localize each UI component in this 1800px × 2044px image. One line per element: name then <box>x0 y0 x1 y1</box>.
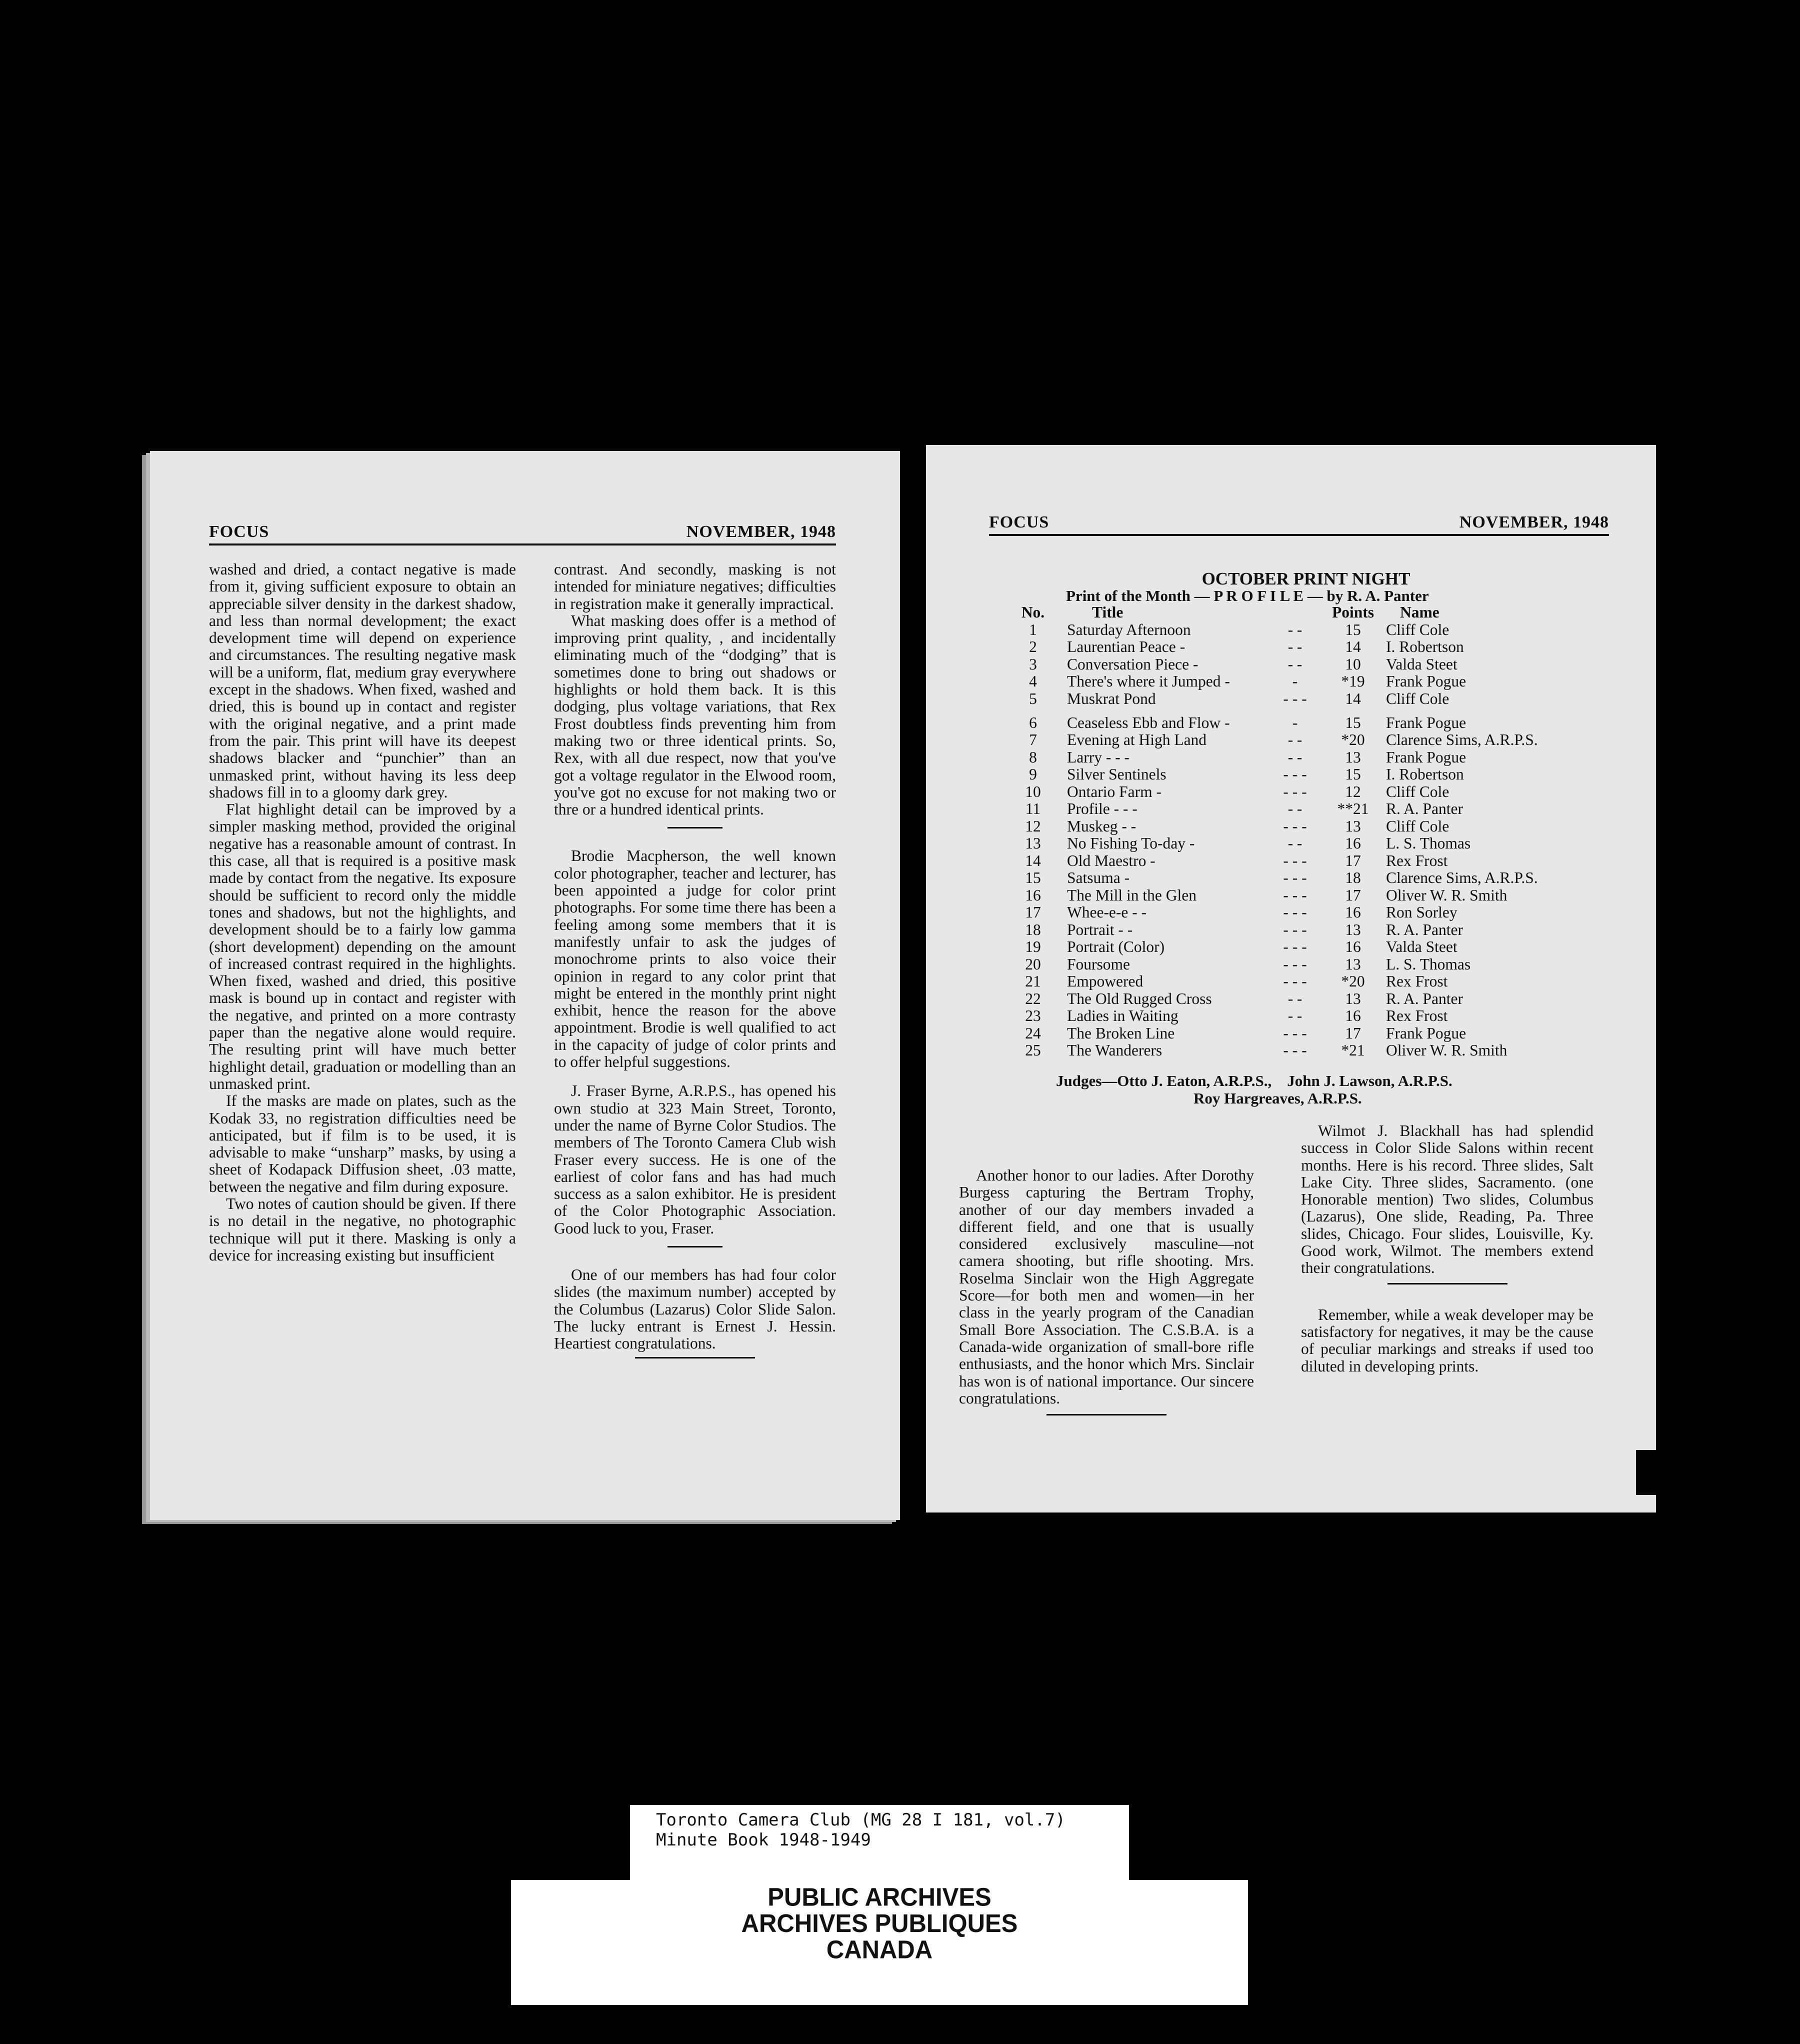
table-header <box>1009 604 1538 622</box>
entry-name: Cliff Cole <box>1386 620 1450 638</box>
print-of-the-month: Print of the Month — P R O F I L E — by R. A. Panter <box>1066 587 1429 604</box>
judges-line: Judges—Otto J. Eaton, A.R.P.S., John J. Lawson, A.R.P.S. <box>1056 1072 1452 1090</box>
entry-number: 14 <box>1025 852 1041 870</box>
entry-name: Clarence Sims, A.R.P.S. <box>1386 731 1538 748</box>
table-row <box>1009 870 1538 887</box>
entry-number: 21 <box>1025 972 1041 990</box>
entry-number: 23 <box>1025 1007 1041 1024</box>
entry-leader-dashes: - - <box>1288 731 1302 748</box>
entry-leader-dashes: - - - <box>1283 690 1307 708</box>
entry-title: Conversation Piece - <box>1067 655 1198 673</box>
entry-name: Rex Frost <box>1386 852 1448 870</box>
table-row <box>1009 800 1538 818</box>
entry-points: 16 <box>1345 938 1361 956</box>
paragraph: J. Fraser Byrne, A.R.P.S., has opened his own studio at 323 Main Street, Toronto, under the name of Byrne Color Studios. The members of The Toronto Camera Club wish Fraser every success. He is one of the earliest of color fans and has had much success as a salon exhibitor. He is president of the Color Photographic Association. Good luck to you, Fraser. <box>554 1082 836 1237</box>
entry-title: Muskeg - - <box>1067 817 1136 835</box>
table-row <box>1009 749 1538 766</box>
entry-leader-dashes: - - <box>1288 990 1302 1008</box>
entry-title: No Fishing To-day - <box>1067 834 1195 852</box>
entry-points: 16 <box>1345 1007 1361 1024</box>
entry-title: The Broken Line <box>1067 1024 1175 1042</box>
entry-name: Oliver W. R. Smith <box>1386 886 1508 904</box>
entry-name: Rex Frost <box>1386 972 1448 990</box>
table-row <box>1009 1025 1538 1042</box>
blackhall-article <box>1301 1122 1594 1375</box>
entry-title: Empowered <box>1067 972 1144 990</box>
entry-leader-dashes: - - <box>1288 748 1302 766</box>
table-row <box>1009 852 1538 870</box>
entry-name: R. A. Panter <box>1386 920 1463 938</box>
entry-number: 10 <box>1025 782 1041 800</box>
entry-name: L. S. Thomas <box>1386 955 1471 973</box>
entry-name: Frank Pogue <box>1386 714 1466 732</box>
left-page <box>150 451 900 1520</box>
paragraph: One of our members has had four color slides (the maximum number) accepted by the Columbus (Lazarus) Color Slide Salon. The lucky entrant is Ernest J. Hessin. Heartiest congratulations. <box>554 1266 836 1352</box>
entry-leader-dashes: - - <box>1288 1007 1302 1024</box>
separator-rule <box>635 1357 755 1358</box>
entry-title: Silver Sentinels <box>1067 766 1166 783</box>
entry-points: 13 <box>1345 920 1361 938</box>
paragraph: Brodie Macpherson, the well known color photographer, teacher and lecturer, has been appointed a judge for color print photographs. For some time there has been a feeling among some members that it is manifestly unfair to ask the judges of monochrome prints to also voice their opinion in regard to any color print that might be entered in the monthly print night exhibit, hence the reason for the above appointment. Brodie is well qualified to act in the capacity of judge of color prints and to offer helpful suggestions. <box>554 847 836 1071</box>
entry-title: Saturday Afternoon <box>1067 620 1191 638</box>
column-header-name: Name <box>1400 604 1440 621</box>
entry-name: Frank Pogue <box>1386 672 1466 690</box>
table-row <box>1009 973 1538 990</box>
reference-line: Toronto Camera Club (MG 28 I 181, vol.7) <box>656 1810 1066 1830</box>
entry-number: 3 <box>1029 655 1037 673</box>
entry-points: 17 <box>1345 1024 1361 1042</box>
entry-points: 18 <box>1345 869 1361 886</box>
table-row <box>1009 732 1538 749</box>
entry-points: **21 <box>1337 800 1369 818</box>
entry-title: Ontario Farm - <box>1067 782 1162 800</box>
entry-name: I. Robertson <box>1386 638 1464 656</box>
entry-points: *20 <box>1341 972 1365 990</box>
entry-title: Old Maestro - <box>1067 852 1156 870</box>
table-row <box>1009 922 1538 939</box>
table-row <box>1009 904 1538 922</box>
entry-leader-dashes: - - - <box>1283 766 1307 783</box>
table-row <box>1009 1008 1538 1025</box>
entry-name: Oliver W. R. Smith <box>1386 1042 1508 1059</box>
table-row <box>1009 708 1538 732</box>
entry-leader-dashes: - - - <box>1283 1042 1307 1059</box>
paragraph: Wilmot J. Blackhall has had splendid success in Color Slide Salons within recent months. Here is his record. Three slides, Salt Lake City. Three slides, Sacramento. (one Honorable mention) Two slides, Columbus (Lazarus), One slide, Reading, Pa. Three slides, Chicago. Four slides, Louisville, Ky. Good work, Wilmot. The members extend their congratulations. <box>1301 1122 1594 1277</box>
entry-points: *20 <box>1341 731 1365 748</box>
entry-leader-dashes: - - - <box>1283 869 1307 886</box>
table-row <box>1009 656 1538 674</box>
entry-name: I. Robertson <box>1386 766 1464 783</box>
entry-name: Frank Pogue <box>1386 1024 1466 1042</box>
entry-number: 20 <box>1025 955 1041 973</box>
paragraph: Remember, while a weak developer may be satisfactory for negatives, it may be the cause of peculiar markings and streaks if used too diluted in developing prints. <box>1301 1306 1594 1375</box>
table-row <box>1009 622 1538 639</box>
paragraph: Two notes of caution should be given. If there is no detail in the negative, no photographic technique will put it there. Masking is only a device for increasing existing but insufficient <box>209 1194 516 1264</box>
entry-leader-dashes: - - - <box>1283 938 1307 956</box>
entry-name: Rex Frost <box>1386 1007 1448 1024</box>
entry-title: Larry - - - <box>1067 748 1130 766</box>
entry-points: *21 <box>1341 1042 1365 1059</box>
reference-line: Minute Book 1948-1949 <box>656 1830 871 1850</box>
entry-points: 13 <box>1345 990 1361 1008</box>
archives-stamp <box>511 1884 1248 1963</box>
entry-points: 13 <box>1345 955 1361 973</box>
table-row <box>1009 690 1538 708</box>
entry-points: 13 <box>1345 748 1361 766</box>
entry-number: 25 <box>1025 1042 1041 1059</box>
entry-leader-dashes: - - - <box>1283 852 1307 870</box>
entry-points: 14 <box>1345 638 1361 656</box>
entry-title: The Wanderers <box>1067 1042 1162 1059</box>
entry-title: Satsuma - <box>1067 869 1130 886</box>
entry-leader-dashes: - - - <box>1283 886 1307 904</box>
entry-name: Valda Steet <box>1386 938 1458 956</box>
entry-points: 15 <box>1345 766 1361 783</box>
entry-name: Cliff Cole <box>1386 817 1450 835</box>
running-head <box>209 518 836 546</box>
entry-name: Ron Sorley <box>1386 904 1458 921</box>
entry-number: 7 <box>1029 731 1037 748</box>
separator-rule <box>1046 1414 1166 1416</box>
entry-number: 9 <box>1029 766 1037 783</box>
entry-title: Ladies in Waiting <box>1067 1007 1178 1024</box>
entry-number: 15 <box>1025 869 1041 886</box>
paragraph: contrast. And secondly, masking is not intended for miniature negatives; difficulties in registration make it generally impractical. <box>554 560 836 612</box>
entry-title: Ceaseless Ebb and Flow - <box>1067 714 1230 732</box>
running-head <box>989 509 1609 536</box>
entry-name: L. S. Thomas <box>1386 834 1471 852</box>
paragraph: What masking does offer is a method of improving print quality, , and incidentally eliminating much of the “dodging” that is sometimes done to bring out shadows or highlights or hold them back. It is this dodging, plus voltage variations, that Rex Frost doubtless finds preventing him from making two or three identical prints. So, Rex, with all due respect, now that you've got a voltage regulator in the Elwood room, you've got no excuse for not making two or thre or a hundred identical prints. <box>554 612 836 818</box>
right-column <box>554 561 836 1378</box>
entry-leader-dashes: - - <box>1288 620 1302 638</box>
entry-points: *19 <box>1341 672 1365 690</box>
entry-name: Frank Pogue <box>1386 748 1466 766</box>
entry-name: R. A. Panter <box>1386 800 1463 818</box>
entry-number: 22 <box>1025 990 1041 1008</box>
entry-points: 16 <box>1345 904 1361 921</box>
table-row <box>1009 766 1538 784</box>
entry-leader-dashes: - - <box>1288 834 1302 852</box>
entry-name: Cliff Cole <box>1386 690 1450 708</box>
entry-number: 18 <box>1025 920 1041 938</box>
entry-leader-dashes: - <box>1292 714 1298 732</box>
paragraph: If the masks are made on plates, such as the Kodak 33, no registration difficulties need be anticipated, but if film is to be used, it is advisable to make “unsharp” masks, by using a sheet of Kodapack Diffusion sheet, .03 matte, between the negative and film during exposure. <box>209 1092 516 1196</box>
entry-number: 13 <box>1025 834 1041 852</box>
honor-article <box>959 1167 1254 1434</box>
judges-line: Roy Hargreaves, A.R.P.S. <box>1194 1090 1362 1107</box>
entry-leader-dashes: - <box>1292 672 1298 690</box>
right-page <box>926 445 1656 1512</box>
column-header-title: Title <box>1092 604 1124 621</box>
table-row <box>1009 673 1538 690</box>
entry-title: There's where it Jumped - <box>1067 672 1230 690</box>
paragraph: Flat highlight detail can be improved by a simpler masking method, provided the original negative has a reasonable amount of contrast. In this case, all that is required is a positive mask made by contact from the negative. Its exposure should be sufficient to record only the middle tones and shadows, but not the highlights, and development should be to a fairly low gamma (short development) depending on the amount of increased contrast required in the highlights. When fixed, washed and dried, this positive mask is bound up in contact and register with the negative, and printed on a more contrasty paper than the negative alone would require. The resulting print will have much better highlight detail, graduation or modelling than an unmasked print. <box>209 800 516 1092</box>
archive-label <box>511 1805 1248 2005</box>
stamp-line: CANADA <box>826 1936 933 1964</box>
section-title: OCTOBER PRINT NIGHT <box>1202 569 1410 588</box>
entry-points: 17 <box>1345 852 1361 870</box>
stamp-line: ARCHIVES PUBLIQUES <box>741 1909 1018 1938</box>
entry-leader-dashes: - - - <box>1283 1024 1307 1042</box>
table-row <box>1009 835 1538 852</box>
table-row <box>1009 1042 1538 1060</box>
table-row <box>1009 887 1538 904</box>
entry-number: 6 <box>1029 714 1037 732</box>
entry-title: Profile - - - <box>1067 800 1138 818</box>
entry-points: 13 <box>1345 817 1361 835</box>
archive-reference <box>656 1810 1066 1850</box>
stamp-line: PUBLIC ARCHIVES <box>768 1883 992 1912</box>
entry-number: 12 <box>1025 817 1041 835</box>
entry-leader-dashes: - - - <box>1283 904 1307 921</box>
entry-title: Evening at High Land <box>1067 731 1207 748</box>
entry-title: Portrait - - <box>1067 920 1133 938</box>
entry-title: Muskrat Pond <box>1067 690 1156 708</box>
entry-title: The Mill in the Glen <box>1067 886 1196 904</box>
entry-points: 15 <box>1345 714 1361 732</box>
entry-number: 24 <box>1025 1024 1041 1042</box>
entry-leader-dashes: - - - <box>1283 817 1307 835</box>
entry-points: 10 <box>1345 655 1361 673</box>
publication-name: FOCUS <box>209 522 270 541</box>
entry-points: 15 <box>1345 620 1361 638</box>
column-header-no: No. <box>1021 604 1045 621</box>
paragraph: Another honor to our ladies. After Dorothy Burgess capturing the Bertram Trophy, another of our day members invaded a different field, and one that is usually considered exclusively masculine—not camera shooting, but rifle shooting. Mrs. Roselma Sinclair won the High Aggregate Score—for both men and women—in her class in the yearly program of the Canadian Small Bore Association. The C.S.B.A. is a Canada-wide organization of small-bore rifle enthusiasts, and the honor which Mrs. Sinclair has won is of national importance. Our sincere congratulations. <box>959 1166 1254 1407</box>
entry-title: Foursome <box>1067 955 1130 973</box>
entry-leader-dashes: - - - <box>1283 782 1307 800</box>
entry-points: 14 <box>1345 690 1361 708</box>
entry-leader-dashes: - - <box>1288 655 1302 673</box>
table-row <box>1009 638 1538 656</box>
entry-title: The Old Rugged Cross <box>1067 990 1212 1008</box>
table-row <box>1009 990 1538 1008</box>
entry-number: 17 <box>1025 904 1041 921</box>
entry-points: 16 <box>1345 834 1361 852</box>
entry-points: 17 <box>1345 886 1361 904</box>
entry-name: Cliff Cole <box>1386 782 1450 800</box>
entry-name: Valda Steet <box>1386 655 1458 673</box>
separator-rule <box>668 1246 722 1248</box>
entry-title: Laurentian Peace - <box>1067 638 1186 656</box>
entry-title: Portrait (Color) <box>1067 938 1165 956</box>
entry-leader-dashes: - - - <box>1283 972 1307 990</box>
table-row <box>1009 956 1538 974</box>
publication-name: FOCUS <box>989 513 1050 532</box>
entry-points: 12 <box>1345 782 1361 800</box>
paragraph: washed and dried, a contact negative is made from it, giving sufficient exposure to obtain an appreciable silver density in the darkest shadow, and less than normal development; the exact development time will depend on experience and circumstances. The resulting negative mask will be a uniform, flat, medium gray everywhere except in the shadows. When fixed, washed and dried, this is bound up in contact and register with the original negative, and a print made from the pair. This print will have its deepest shadows blacker and “punchier” than an unmasked print, without having its less deep shadows fill in to a gloomy dark grey. <box>209 560 516 801</box>
left-column <box>209 561 516 1264</box>
entry-number: 5 <box>1029 690 1037 708</box>
entry-leader-dashes: - - <box>1288 800 1302 818</box>
entry-leader-dashes: - - - <box>1283 955 1307 973</box>
entry-number: 1 <box>1029 620 1037 638</box>
entry-number: 8 <box>1029 748 1037 766</box>
issue-date: NOVEMBER, 1948 <box>686 522 836 541</box>
entry-title: Whee-e-e - - <box>1067 904 1147 921</box>
entry-number: 11 <box>1025 800 1041 818</box>
print-results-table <box>1009 604 1538 1060</box>
entry-name: R. A. Panter <box>1386 990 1463 1008</box>
separator-rule <box>1388 1283 1508 1284</box>
entry-leader-dashes: - - - <box>1283 920 1307 938</box>
entry-number: 4 <box>1029 672 1037 690</box>
column-header-points: Points <box>1332 604 1374 621</box>
entry-number: 2 <box>1029 638 1037 656</box>
entry-name: Clarence Sims, A.R.P.S. <box>1386 869 1538 886</box>
table-row <box>1009 784 1538 801</box>
issue-date: NOVEMBER, 1948 <box>1459 513 1609 532</box>
entry-leader-dashes: - - <box>1288 638 1302 656</box>
table-row <box>1009 938 1538 956</box>
separator-rule <box>668 827 722 828</box>
table-row <box>1009 818 1538 836</box>
entry-number: 16 <box>1025 886 1041 904</box>
page-damage <box>1636 1450 1656 1495</box>
entry-number: 19 <box>1025 938 1041 956</box>
